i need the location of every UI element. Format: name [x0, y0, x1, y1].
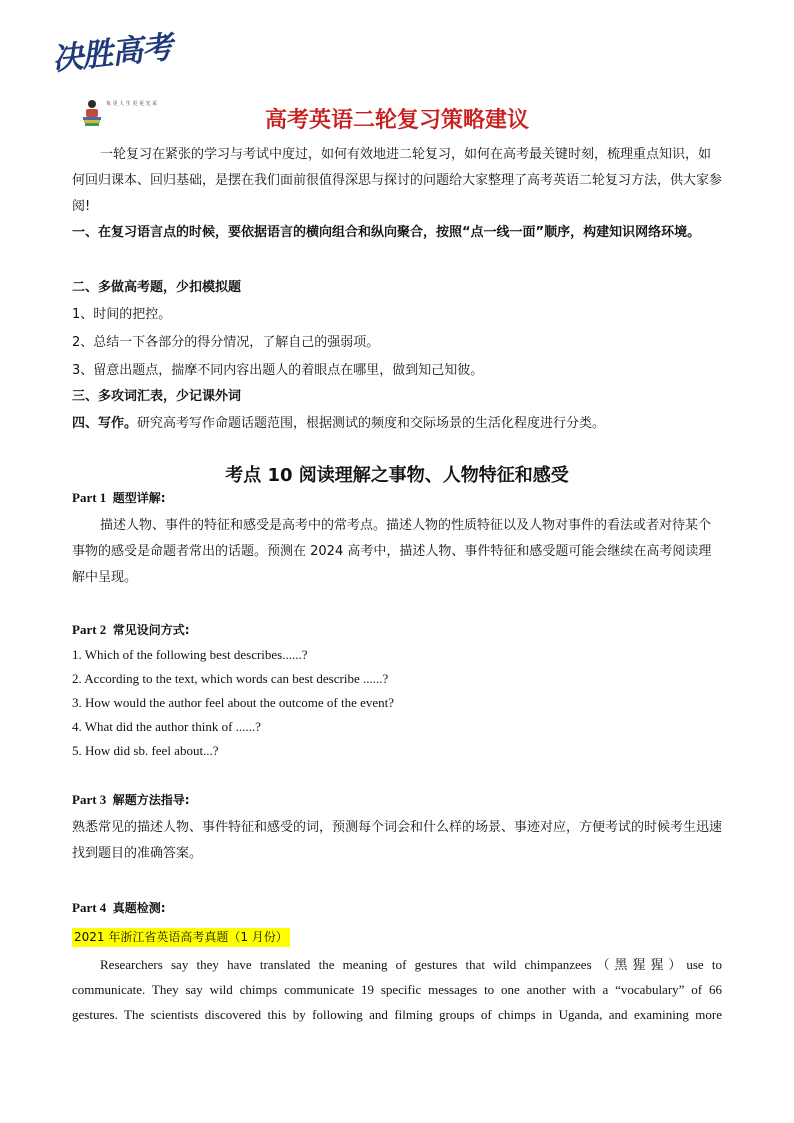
part1-text: 描述人物、事件的特征和感受是高考中的常考点。描述人物的性质特征以及人物对事件的看法或者对待某个事物的感受是命题者常出的话题。预测在 2024 高考中，描述人物、事件特征和感受题可能会继续在高考阅读理解中呈现。 [72, 518, 712, 585]
question-3: 3. How would the author feel about the outcome of the event? [72, 695, 395, 710]
question-2: 2. According to the text, which words can best describe ......? [72, 671, 389, 686]
part1-heading [72, 489, 166, 506]
question-1: 1. Which of the following best describes......? [72, 647, 308, 662]
part1-label: Part 1 [72, 490, 107, 505]
part2-title: 常见设问方式: [112, 623, 190, 637]
part2-label: Part 2 [72, 622, 107, 637]
strategy-2-item-2: 2、总结一下各部分的得分情况，了解自己的强弱项。 [72, 335, 380, 350]
part3-heading [72, 791, 190, 808]
strategy-4-label: 四、写作。 [72, 416, 138, 431]
question-5: 5. How did sb. feel about...? [72, 743, 219, 758]
passage-line: communicate. They say wild chimps communicate 19 specific messages to one another with a “vocabulary” of 66 [72, 982, 722, 997]
part4-title: 真题检测: [112, 901, 166, 915]
question-4: 4. What did the author think of ......? [72, 719, 261, 734]
section-title: 考点 10 阅读理解之事物、人物特征和感受 [225, 465, 569, 486]
part1-title: 题型详解: [112, 491, 166, 505]
strategy-3: 三、多攻词汇表，少记课外词 [72, 389, 242, 404]
part3-title: 解题方法指导: [112, 793, 190, 807]
strategy-4 [72, 411, 722, 437]
strategy-4-text: 研究高考写作命题话题范围，根据测试的频度和交际场景的生活化程度进行分类。 [137, 416, 606, 431]
part4-heading [72, 899, 166, 916]
logo-subtext: 每 更 人 生 更 更 光 采 [106, 101, 158, 107]
exam-source-label: 2021 年浙江省英语高考真题（1 月份） [72, 928, 290, 947]
strategy-2: 二、多做高考题，少扣模拟题 [72, 280, 242, 295]
part3-label: Part 3 [72, 792, 107, 807]
logo-text: 决胜高考 [50, 29, 174, 78]
strategy-2-item-3: 3、留意出题点，揣摩不同内容出题人的着眼点在哪里，做到知己知彼。 [72, 363, 484, 378]
part3-text: 熟悉常见的描述人物、事件特征和感受的词，预测每个词会和什么样的场景、事迹对应，方便考试的时候考生迅速找到题目的准确答案。 [72, 820, 723, 861]
page-title: 高考英语二轮复习策略建议 [264, 108, 529, 133]
passage-line: Researchers say they have translated the meaning of gestures that wild chimpanzees（黑猩猩）use to [100, 957, 722, 972]
part2-heading [72, 621, 190, 638]
reading-passage [72, 952, 722, 1027]
passage-line: gestures. The scientists discovered this by following and filming groups of chimps in Uganda, and examining more [72, 1007, 722, 1022]
part4-label: Part 4 [72, 900, 107, 915]
strategy-2-item-1: 1、时间的把控。 [72, 307, 172, 322]
intro-paragraph: 一轮复习在紧张的学习与考试中度过，如何有效地进二轮复习，如何在高考最关键时刻，梳理重点知识，如何回归课本、回归基础，是摆在我们面前很值得深思与探讨的问题给大家整理了高考英语二轮复习方法，供大家参阅! [72, 147, 723, 214]
strategy-1: 一、在复习语言点的时候，要依据语言的横向组合和纵向聚合，按照“点一线一面”顺序，构建知识网络环境。 [72, 225, 701, 240]
